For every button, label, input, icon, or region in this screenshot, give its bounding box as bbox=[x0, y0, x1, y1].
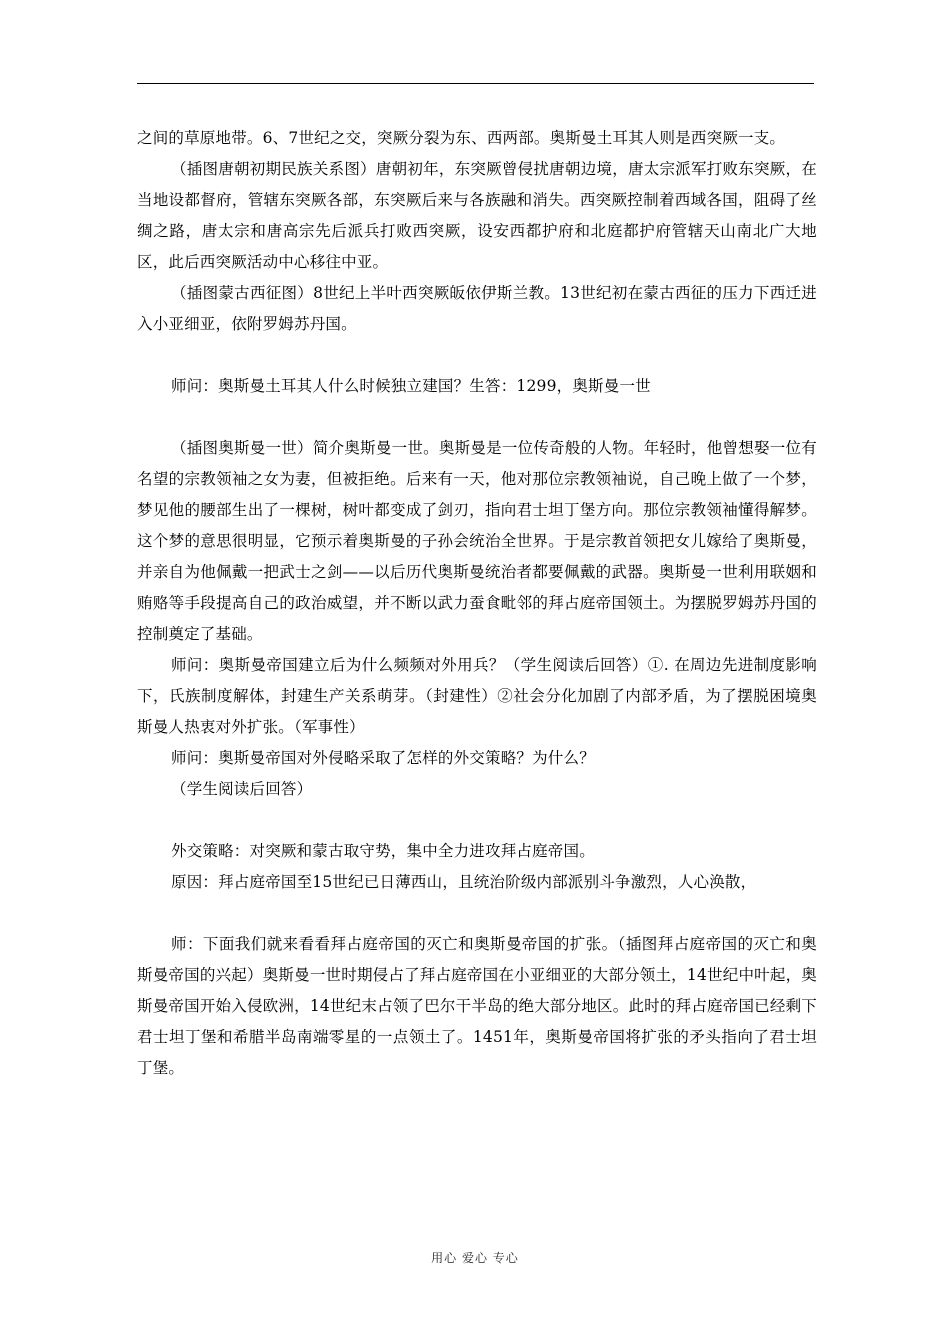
paragraph: 之间的草原地带。6、7世纪之交，突厥分裂为东、西两部。奥斯曼土耳其人则是西突厥一支。 bbox=[137, 129, 786, 147]
header-rule bbox=[137, 83, 814, 84]
paragraph: （插图唐朝初期民族关系图）唐朝初年，东突厥曾侵扰唐朝边境，唐太宗派军打败东突厥，在当地设都督府，管辖东突厥各部，东突厥后来与各族融和消失。西突厥控制着西域各国，阻碍了丝绸之路，唐太宗和唐高宗先后派兵打败西突厥，设安西都护府和北庭都护府管辖天山南北广大地区，此后西突厥活动中心移往中亚。 bbox=[137, 160, 817, 271]
paragraph: 师问：奥斯曼土耳其人什么时候独立建国？生答：1299，奥斯曼一世 bbox=[171, 377, 651, 395]
paragraph: 师问：奥斯曼帝国建立后为什么频频对外用兵？（学生阅读后回答）①. 在周边先进制度影响下，氏族制度解体，封建生产关系萌芽。（封建性）②社会分化加剧了内部矛盾，为了摆脱困境奥斯曼人热衷对外扩张。（军事性） bbox=[137, 656, 817, 736]
paragraph: 师：下面我们就来看看拜占庭帝国的灭亡和奥斯曼帝国的扩张。（插图拜占庭帝国的灭亡和奥斯曼帝国的兴起）奥斯曼一世时期侵占了拜占庭帝国在小亚细亚的大部分领土，14世纪中叶起，奥斯曼帝国开始入侵欧洲，14世纪末占领了巴尔干半岛的绝大部分地区。此时的拜占庭帝国已经剩下君士坦丁堡和希腊半岛南端零星的一点领土了。1451年，奥斯曼帝国将扩张的矛头指向了君士坦丁堡。 bbox=[137, 935, 817, 1077]
page-footer: 用心 爱心 专心 bbox=[431, 1251, 519, 1265]
paragraph: （学生阅读后回答） bbox=[171, 780, 313, 798]
paragraph: 师问：奥斯曼帝国对外侵略采取了怎样的外交策略？为什么？ bbox=[171, 749, 595, 767]
paragraph: 外交策略：对突厥和蒙古取守势，集中全力进攻拜占庭帝国。 bbox=[171, 842, 595, 860]
spacer bbox=[137, 402, 817, 433]
spacer bbox=[137, 898, 817, 929]
paragraph: （插图奥斯曼一世）简介奥斯曼一世。奥斯曼是一位传奇般的人物。年轻时，他曾想娶一位有名望的宗教领袖之女为妻，但被拒绝。后来有一天，他对那位宗教领袖说，自己晚上做了一个梦，梦见他的腰部生出了一棵树，树叶都变成了剑刃，指向君士坦丁堡方向。那位宗教领袖懂得解梦。这个梦的意思很明显，它预示着奥斯曼的子孙会统治全世界。于是宗教首领把女儿嫁给了奥斯曼，并亲自为他佩戴一把武士之剑——以后历代奥斯曼统治者都要佩戴的武器。奥斯曼一世利用联姻和贿赂等手段提高自己的政治威望，并不断以武力蚕食毗邻的拜占庭帝国领土。为摆脱罗姆苏丹国的控制奠定了基础。 bbox=[137, 439, 817, 643]
paragraph: （插图蒙古西征图）8世纪上半叶西突厥皈依伊斯兰教。13世纪初在蒙古西征的压力下西迁进入小亚细亚，依附罗姆苏丹国。 bbox=[137, 284, 817, 333]
paragraph: 原因：拜占庭帝国至15世纪已日薄西山，且统治阶级内部派别斗争激烈，人心涣散， bbox=[171, 873, 757, 891]
spacer bbox=[137, 340, 817, 371]
spacer bbox=[137, 805, 817, 836]
document-body bbox=[137, 123, 817, 1084]
